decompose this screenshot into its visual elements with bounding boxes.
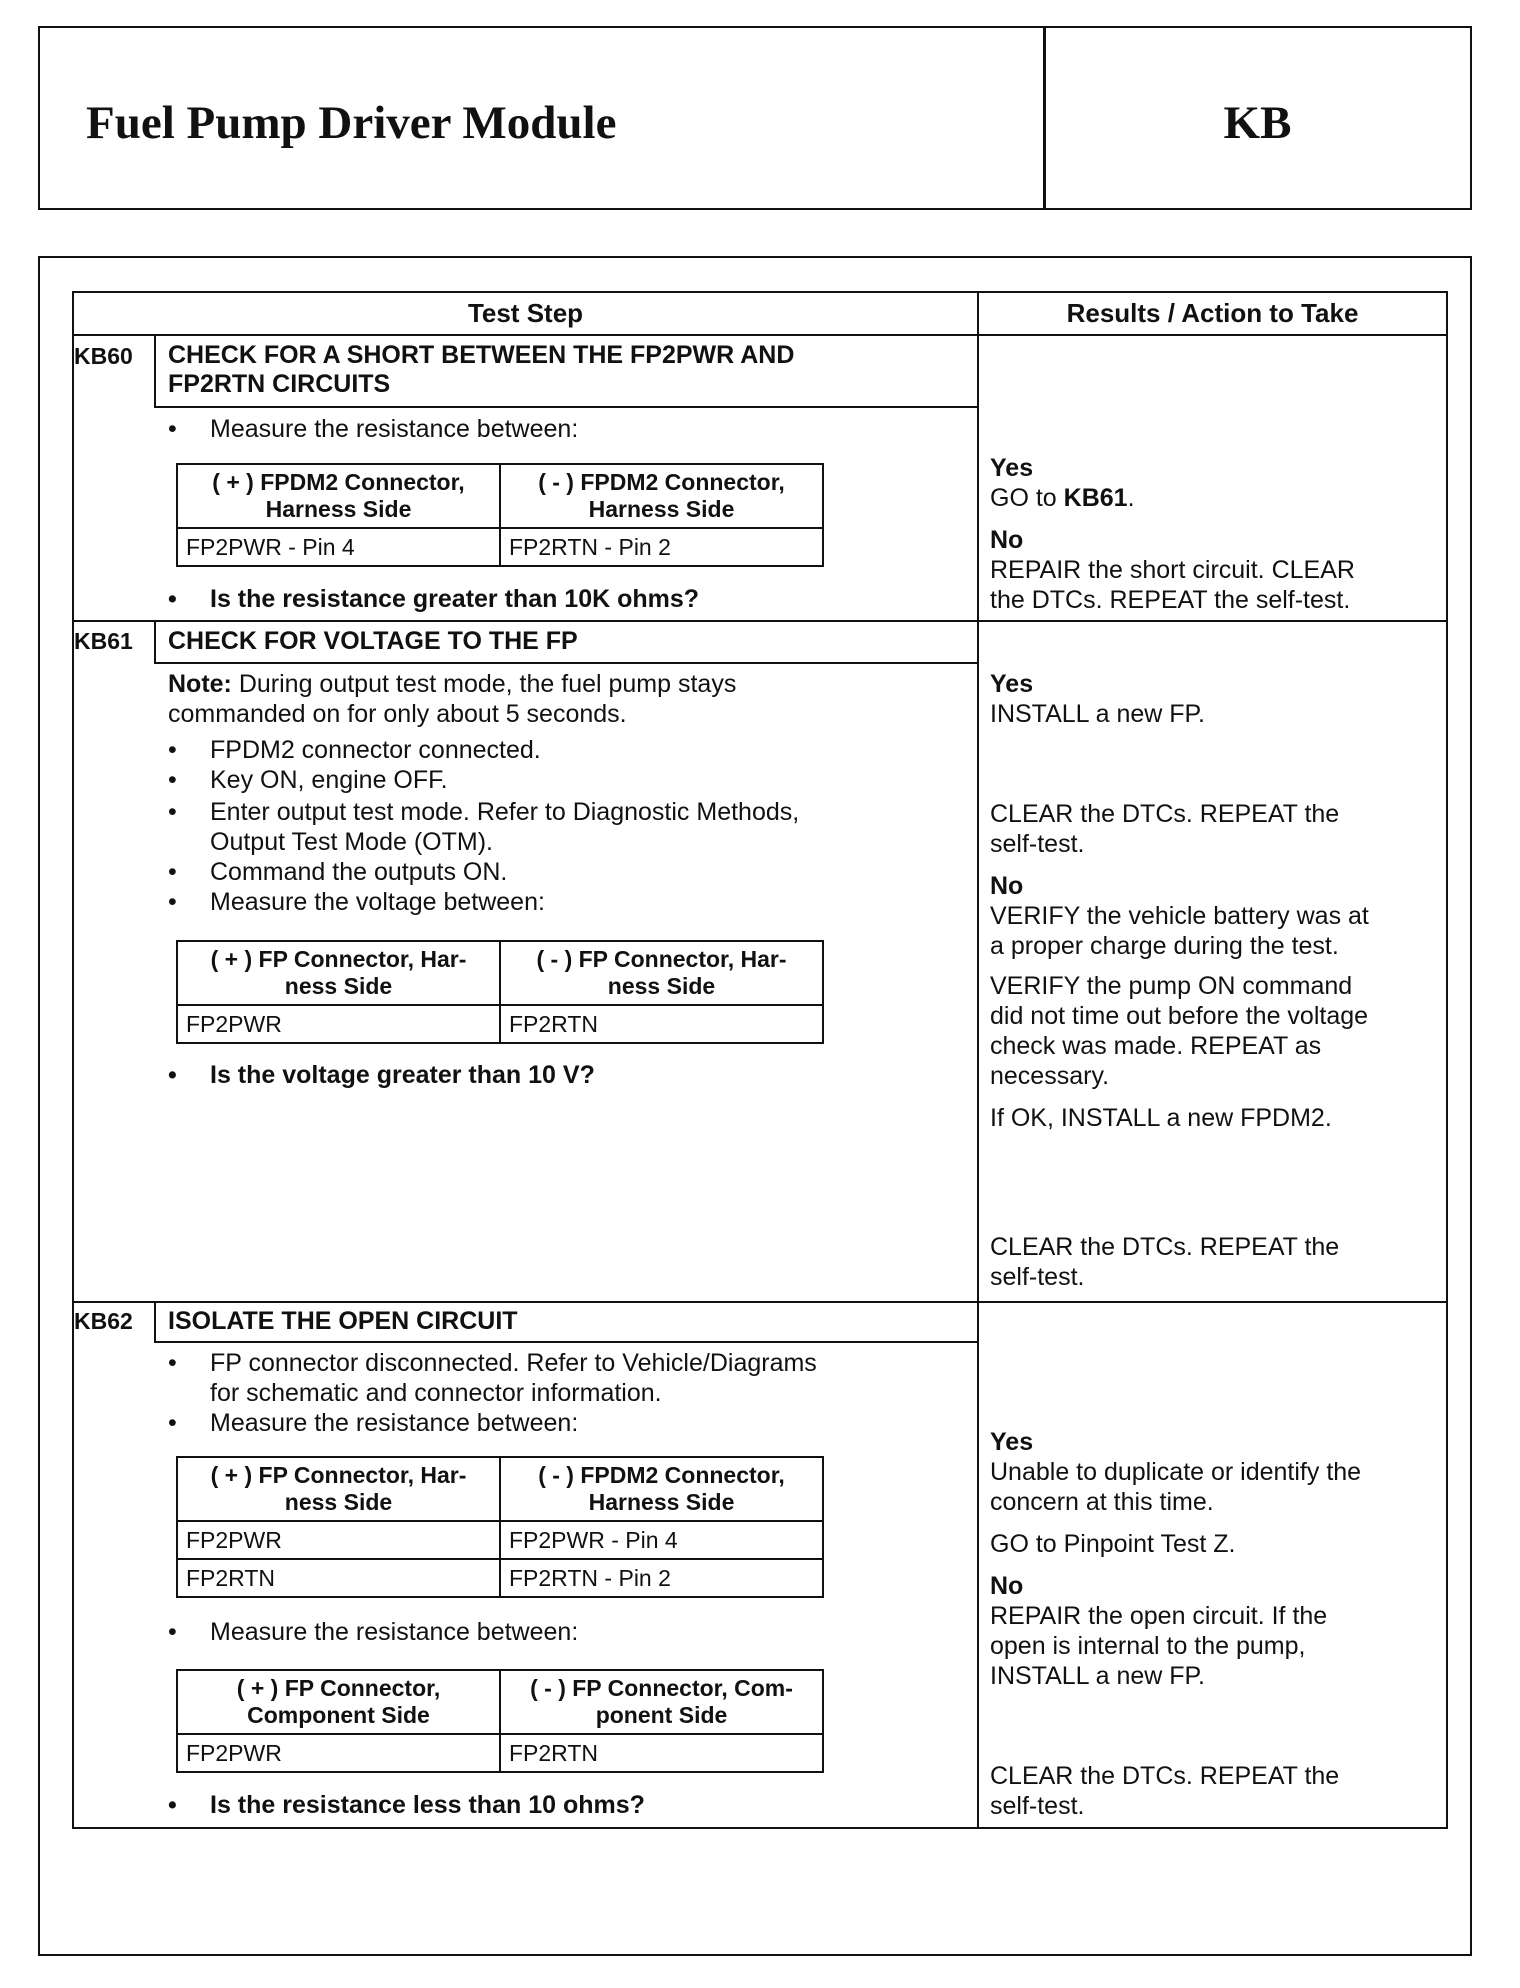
kb62-clear-line1: CLEAR the DTCs. REPEAT the — [990, 1762, 1340, 1790]
table-border-right — [1446, 291, 1448, 1829]
kb61-no-3: If OK, INSTALL a new FPDM2. — [990, 1104, 1332, 1132]
kb60-yes-label: Yes — [990, 454, 1034, 482]
kb62-yes-1-line2: concern at this time. — [990, 1488, 1214, 1516]
page-header — [38, 26, 1472, 210]
table-cell: FP2RTN - Pin 2 — [500, 528, 823, 566]
section-code: KB — [1223, 97, 1292, 149]
kb62-yes-label: Yes — [990, 1428, 1034, 1456]
table-cell: FP2RTN - Pin 2 — [500, 1559, 823, 1597]
kb61-bottom-rule — [72, 1301, 1448, 1303]
kb61-clear-2-line2: self-test. — [990, 1263, 1085, 1291]
kb62-measure-table-2 — [176, 1669, 824, 1773]
table-header: ( + ) FP Connector, Component Side — [177, 1670, 500, 1734]
kb61-yes-label: Yes — [990, 670, 1034, 698]
table-cell: FP2PWR - Pin 4 — [500, 1521, 823, 1559]
kb61-no-1-line1: VERIFY the vehicle battery was at — [990, 902, 1369, 930]
table-cell: FP2RTN — [177, 1559, 500, 1597]
table-cell: FP2PWR — [177, 1005, 500, 1043]
kb62-id-divider — [154, 1302, 156, 1342]
kb62-no-line2: open is internal to the pump, — [990, 1632, 1306, 1660]
kb61-id-divider — [154, 621, 156, 663]
table-header: ( + ) FP Connector, Har- ness Side — [177, 941, 500, 1005]
table-header: ( - ) FP Connector, Har- ness Side — [500, 941, 823, 1005]
kb61-clear-1-line2: self-test. — [990, 830, 1085, 858]
kb62-bullet-1-cont: for schematic and connector information. — [210, 1379, 662, 1407]
kb61-step-id: KB61 — [74, 628, 133, 654]
kb61-measure-table — [176, 940, 824, 1044]
kb61-no-2-line4: necessary. — [990, 1062, 1110, 1090]
kb61-clear-1-line1: CLEAR the DTCs. REPEAT the — [990, 800, 1340, 828]
column-header-test-step: Test Step — [467, 298, 584, 328]
kb62-no-line3: INSTALL a new FP. — [990, 1662, 1205, 1690]
kb62-step-title: ISOLATE THE OPEN CIRCUIT — [168, 1307, 518, 1335]
table-cell: FP2PWR - Pin 4 — [177, 528, 500, 566]
table-cell: FP2PWR — [177, 1521, 500, 1559]
kb61-no-2-line2: did not time out before the voltage — [990, 1002, 1369, 1030]
table-border-bottom — [72, 1827, 1448, 1829]
kb61-title-rule — [154, 662, 978, 664]
kb60-no-label: No — [990, 526, 1024, 554]
kb60-id-divider — [154, 335, 156, 407]
kb62-yes-1-line1: Unable to duplicate or identify the — [990, 1458, 1362, 1486]
table-header: ( + ) FP Connector, Har- ness Side — [177, 1457, 500, 1521]
table-border-left — [72, 291, 74, 1829]
kb60-no-action-line2: the DTCs. REPEAT the self-test. — [990, 586, 1351, 614]
kb62-yes-2: GO to Pinpoint Test Z. — [990, 1530, 1236, 1558]
kb62-step-id: KB62 — [74, 1308, 133, 1334]
column-header-results: Results / Action to Take — [1066, 298, 1359, 328]
kb62-clear-line2: self-test. — [990, 1792, 1085, 1820]
kb61-yes-action: INSTALL a new FP. — [990, 700, 1205, 728]
kb60-bottom-rule — [72, 620, 1448, 622]
kb62-no-label: No — [990, 1572, 1024, 1600]
kb61-no-2-line1: VERIFY the pump ON command — [990, 972, 1353, 1000]
kb60-step-title-line2: FP2RTN CIRCUITS — [168, 370, 391, 398]
column-divider — [977, 291, 979, 1829]
kb61-no-1-line2: a proper charge during the test. — [990, 932, 1339, 960]
page-title: Fuel Pump Driver Module — [86, 97, 617, 149]
kb60-no-action-line1: REPAIR the short circuit. CLEAR — [990, 556, 1355, 584]
table-header: ( + ) FPDM2 Connector, Harness Side — [177, 464, 500, 528]
kb61-no-2-line3: check was made. REPEAT as — [990, 1032, 1322, 1060]
kb60-title-rule — [154, 406, 978, 408]
kb61-no-label: No — [990, 872, 1024, 900]
kb62-measure-table-1 — [176, 1456, 824, 1598]
table-cell: FP2PWR — [177, 1734, 500, 1772]
table-header: ( - ) FPDM2 Connector, Harness Side — [500, 1457, 823, 1521]
kb60-measure-table — [176, 463, 824, 567]
kb62-no-line1: REPAIR the open circuit. If the — [990, 1602, 1328, 1630]
kb60-step-title-line1: CHECK FOR A SHORT BETWEEN THE FP2PWR AND — [168, 341, 795, 369]
table-cell: FP2RTN — [500, 1734, 823, 1772]
kb60-step-id: KB60 — [74, 343, 133, 369]
kb61-bullet-3-cont: Output Test Mode (OTM). — [210, 828, 493, 856]
kb61-note-line1: Note: During output test mode, the fuel pump stays — [168, 670, 737, 698]
kb60-yes-action: GO to KB61. — [990, 484, 1135, 512]
kb61-step-title: CHECK FOR VOLTAGE TO THE FP — [168, 627, 578, 655]
table-cell: FP2RTN — [500, 1005, 823, 1043]
kb62-title-rule — [154, 1341, 978, 1343]
table-header: ( - ) FP Connector, Com- ponent Side — [500, 1670, 823, 1734]
table-header: ( - ) FPDM2 Connector, Harness Side — [500, 464, 823, 528]
kb61-note-line2: commanded on for only about 5 seconds. — [168, 700, 627, 728]
kb61-clear-2-line1: CLEAR the DTCs. REPEAT the — [990, 1233, 1340, 1261]
